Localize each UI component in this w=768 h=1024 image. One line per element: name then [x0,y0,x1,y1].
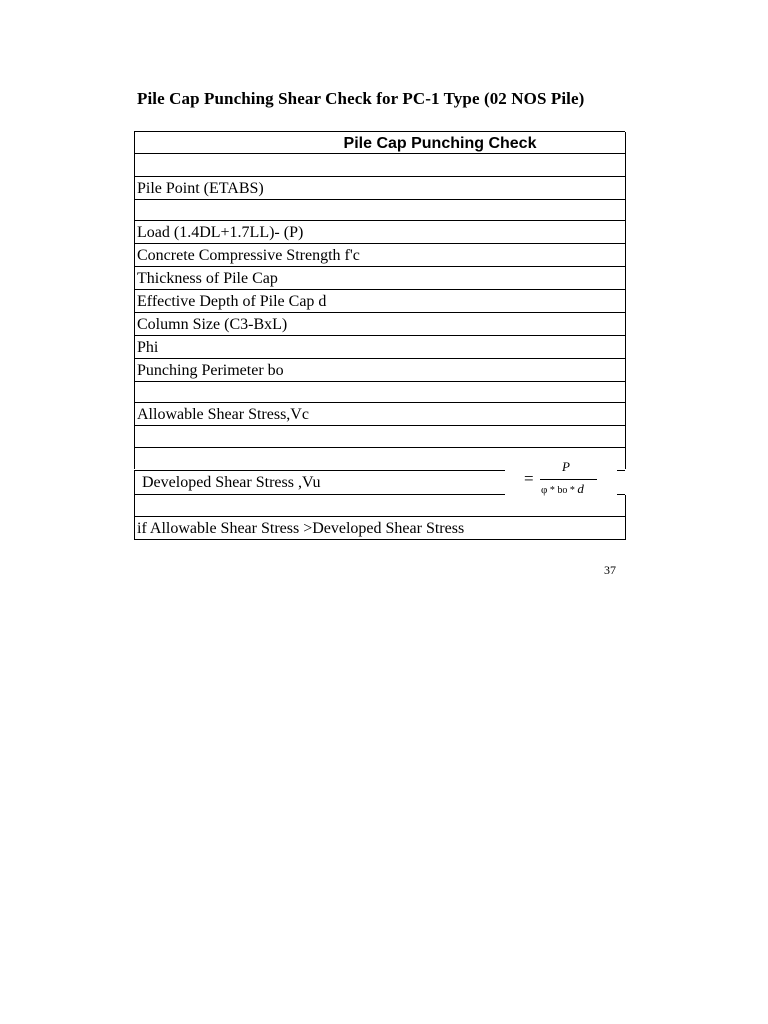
table-row [134,221,626,244]
page-number: 37 [604,563,616,577]
row-label: Effective Depth of Pile Cap d [137,293,327,310]
row-label: Column Size (C3-BxL) [137,316,288,333]
formula-equals: = [524,469,534,488]
table-row [134,495,626,517]
row-label: Concrete Compressive Strength f'c [137,247,360,264]
table-row [134,336,626,359]
table-row [134,177,626,200]
table-row [134,313,626,336]
table-row [134,244,626,267]
table-row [134,382,626,403]
denominator-mid: * bo * [547,485,578,496]
table-row [134,403,626,426]
row-label: Punching Perimeter bo [137,362,284,379]
table-row [134,517,626,540]
table-title: Pile Cap Punching Check [343,135,537,152]
table-row [134,154,626,177]
formula-numerator: P [562,459,570,474]
row-label: Thickness of Pile Cap [137,270,278,287]
fraction-bar [540,479,597,480]
developed-shear-label: Developed Shear Stress ,Vu [142,474,321,491]
table-row [134,290,626,313]
page-heading: Pile Cap Punching Shear Check for PC-1 Type (02 NOS Pile) [137,89,585,108]
shear-stress-formula [524,459,604,499]
table-row [134,267,626,290]
phi-symbol: φ [541,484,548,496]
row-label: Allowable Shear Stress,Vc [137,406,309,423]
depth-symbol: d [577,481,584,496]
row-label: Pile Point (ETABS) [137,180,264,197]
final-row-label: if Allowable Shear Stress >Developed Shear Stress [137,520,465,537]
table-row [134,426,626,448]
table-row [134,200,626,221]
table-row [134,359,626,382]
table-title-row [134,132,626,154]
row-label: Phi [137,339,159,356]
row-label: Load (1.4DL+1.7LL)- (P) [137,224,304,241]
